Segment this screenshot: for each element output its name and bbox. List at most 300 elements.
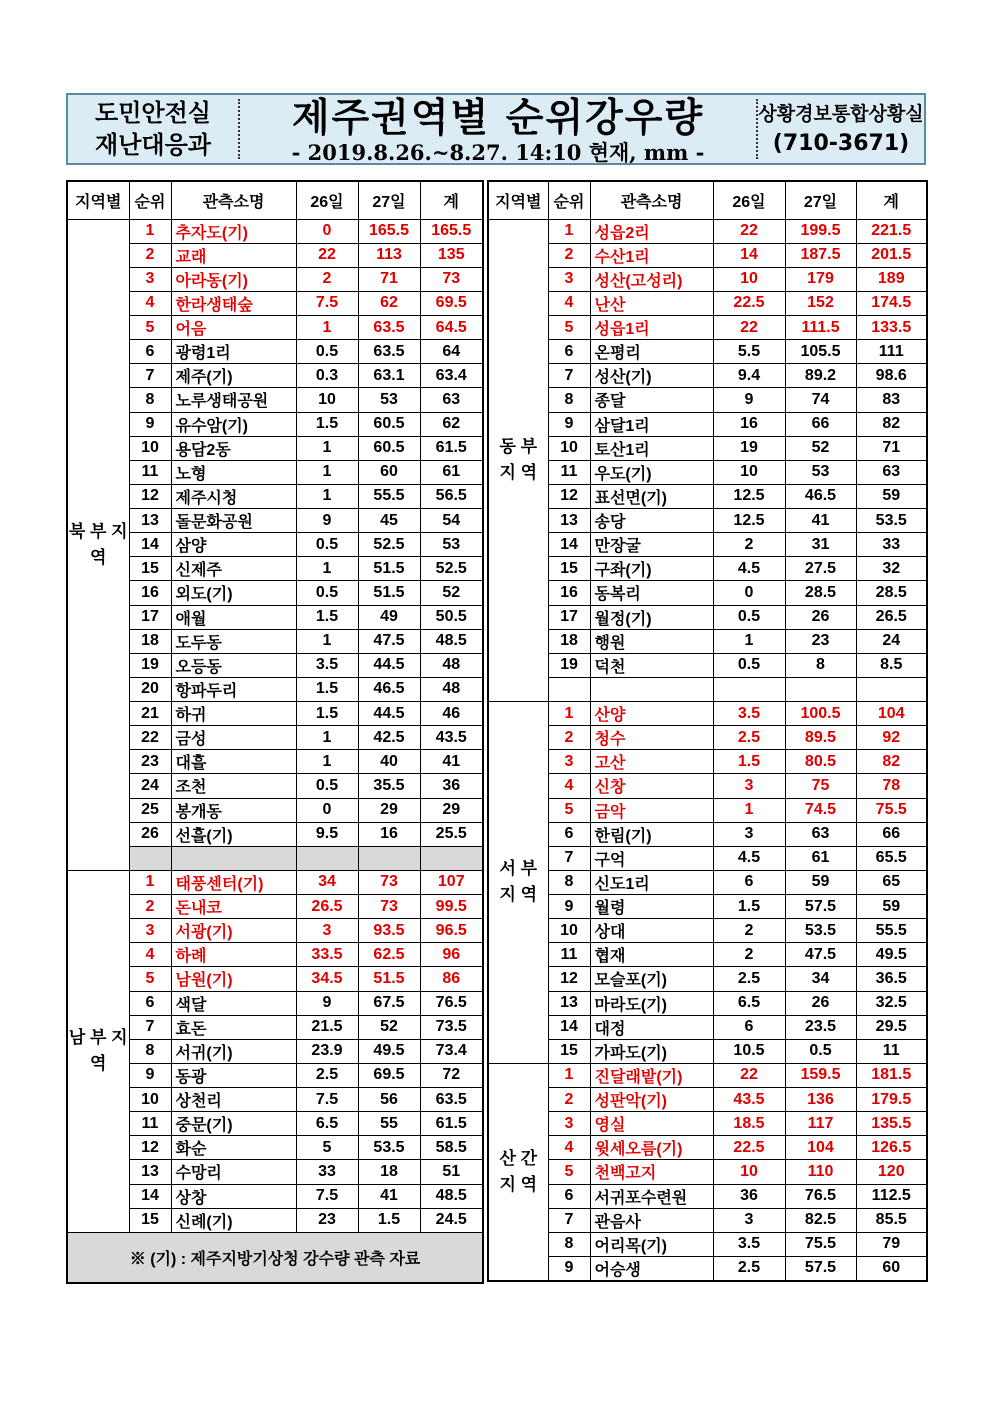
day27-cell: 159.5: [785, 1063, 856, 1087]
total-cell: 73.4: [420, 1039, 483, 1063]
station-name-cell: 태풍센터(기): [171, 870, 296, 894]
rank-cell: 6: [548, 822, 590, 846]
day26-cell: 7.5: [296, 1088, 358, 1112]
table-row: [67, 677, 483, 701]
table-row: [488, 484, 927, 508]
station-name-cell: 천백고지: [590, 1160, 713, 1184]
rank-cell: 5: [129, 316, 171, 340]
rank-cell: 22: [129, 726, 171, 750]
rank-cell: 19: [548, 653, 590, 677]
station-name-cell: 어음: [171, 316, 296, 340]
day26-cell: 3.5: [296, 653, 358, 677]
total-cell: 43.5: [420, 726, 483, 750]
total-cell: 133.5: [856, 316, 927, 340]
day26-cell: 4.5: [713, 557, 785, 581]
day27-cell: 27.5: [785, 557, 856, 581]
rank-cell: 13: [548, 991, 590, 1015]
table-row: [488, 1063, 927, 1087]
total-cell: 29: [420, 798, 483, 822]
total-cell: 107: [420, 870, 483, 894]
table-row: [67, 267, 483, 291]
station-name-cell: 선흘(기): [171, 822, 296, 846]
rank-cell: 8: [548, 388, 590, 412]
day27-cell: 80.5: [785, 750, 856, 774]
day26-cell: 34.5: [296, 967, 358, 991]
table-row: [67, 484, 483, 508]
rank-cell: 3: [548, 267, 590, 291]
rank-cell: 2: [129, 895, 171, 919]
header-total: 계: [856, 181, 927, 219]
day26-cell: 22: [713, 1063, 785, 1087]
day27-cell: 57.5: [785, 895, 856, 919]
day26-cell: 9.5: [296, 822, 358, 846]
table-row: [488, 267, 927, 291]
rank-cell: 10: [548, 919, 590, 943]
day27-cell: 35.5: [358, 774, 420, 798]
rank-cell: 21: [129, 702, 171, 726]
department-name: 도민안전실: [95, 99, 211, 127]
rank-cell: 11: [548, 943, 590, 967]
day26-cell: 1: [713, 798, 785, 822]
day27-cell: 75: [785, 774, 856, 798]
empty-cell: [785, 677, 856, 701]
table-row: [488, 726, 927, 750]
day27-cell: 93.5: [358, 919, 420, 943]
rank-cell: 2: [548, 243, 590, 267]
day27-cell: 104: [785, 1136, 856, 1160]
day27-cell: 111.5: [785, 316, 856, 340]
day26-cell: 2.5: [713, 726, 785, 750]
table-row: [488, 919, 927, 943]
footnote: ※ (기) : 제주지방기상청 강수량 관측 자료: [67, 1232, 483, 1283]
station-name-cell: 진달래밭(기): [590, 1063, 713, 1087]
rank-cell: 5: [548, 1160, 590, 1184]
rank-cell: 7: [129, 364, 171, 388]
table-row: [67, 605, 483, 629]
table-row: [67, 1184, 483, 1208]
station-name-cell: 수망리: [171, 1160, 296, 1184]
rank-cell: 19: [129, 653, 171, 677]
day27-cell: 89.2: [785, 364, 856, 388]
station-name-cell: 동광: [171, 1063, 296, 1087]
rank-cell: 12: [129, 1136, 171, 1160]
day27-cell: 18: [358, 1160, 420, 1184]
day27-cell: 45: [358, 509, 420, 533]
day27-cell: 40: [358, 750, 420, 774]
day27-cell: 82.5: [785, 1208, 856, 1232]
day26-cell: 3: [713, 1208, 785, 1232]
empty-cell: [713, 677, 785, 701]
total-cell: 63: [856, 460, 927, 484]
day27-cell: 49.5: [358, 1039, 420, 1063]
total-cell: 75.5: [856, 798, 927, 822]
day27-cell: 1.5: [358, 1208, 420, 1232]
table-row: [67, 1039, 483, 1063]
station-name-cell: 윗세오름(기): [590, 1136, 713, 1160]
total-cell: 53: [420, 533, 483, 557]
day27-cell: 47.5: [785, 943, 856, 967]
rank-cell: 15: [548, 557, 590, 581]
table-row: [67, 1208, 483, 1232]
table-row: [67, 340, 483, 364]
day26-cell: 22: [713, 316, 785, 340]
day27-cell: 51.5: [358, 557, 420, 581]
station-name-cell: 협재: [590, 943, 713, 967]
day27-cell: 110: [785, 1160, 856, 1184]
total-cell: 62: [420, 412, 483, 436]
table-row: [488, 1184, 927, 1208]
day27-cell: 29: [358, 798, 420, 822]
table-row: [488, 1136, 927, 1160]
table-row: [67, 991, 483, 1015]
day26-cell: 1: [296, 316, 358, 340]
rank-cell: 8: [129, 388, 171, 412]
empty-cell: [548, 677, 590, 701]
station-name-cell: 만장굴: [590, 533, 713, 557]
station-name-cell: 중문(기): [171, 1112, 296, 1136]
day26-cell: 10.5: [713, 1039, 785, 1063]
division-name: 재난대응과: [95, 131, 211, 159]
total-cell: 82: [856, 750, 927, 774]
title-block: [240, 95, 756, 163]
day27-cell: 74: [785, 388, 856, 412]
day26-cell: 33: [296, 1160, 358, 1184]
total-cell: 63.4: [420, 364, 483, 388]
table-row: [488, 967, 927, 991]
day26-cell: 22.5: [713, 1136, 785, 1160]
day26-cell: 7.5: [296, 291, 358, 315]
empty-cell: [296, 846, 358, 870]
station-name-cell: 조천: [171, 774, 296, 798]
day27-cell: 113: [358, 243, 420, 267]
table-row: [67, 581, 483, 605]
total-cell: 59: [856, 484, 927, 508]
rank-cell: 6: [548, 340, 590, 364]
day26-cell: 3: [713, 774, 785, 798]
day26-cell: 0.5: [713, 653, 785, 677]
rank-cell: 3: [548, 750, 590, 774]
day27-cell: 53.5: [358, 1136, 420, 1160]
day27-cell: 199.5: [785, 219, 856, 243]
total-cell: 83: [856, 388, 927, 412]
rank-cell: 15: [129, 557, 171, 581]
day26-cell: 1.5: [296, 412, 358, 436]
total-cell: 99.5: [420, 895, 483, 919]
day26-cell: 21.5: [296, 1015, 358, 1039]
total-cell: 66: [856, 822, 927, 846]
total-cell: 11: [856, 1039, 927, 1063]
day26-cell: 10: [296, 388, 358, 412]
total-cell: 50.5: [420, 605, 483, 629]
total-cell: 25.5: [420, 822, 483, 846]
day26-cell: 0.5: [296, 340, 358, 364]
table-row: [488, 291, 927, 315]
day27-cell: 63.1: [358, 364, 420, 388]
day26-cell: 3: [296, 919, 358, 943]
total-cell: 76.5: [420, 991, 483, 1015]
table-row: [488, 822, 927, 846]
day26-cell: 34: [296, 870, 358, 894]
total-cell: 8.5: [856, 653, 927, 677]
table-row: [488, 702, 927, 726]
station-name-cell: 외도(기): [171, 581, 296, 605]
table-row: [67, 364, 483, 388]
day27-cell: 76.5: [785, 1184, 856, 1208]
station-name-cell: 월령: [590, 895, 713, 919]
total-cell: 104: [856, 702, 927, 726]
rank-cell: 13: [129, 509, 171, 533]
station-name-cell: 오등동: [171, 653, 296, 677]
header-day27: 27일: [358, 181, 420, 219]
table-row: [488, 1232, 927, 1256]
rank-cell: 24: [129, 774, 171, 798]
day27-cell: 23: [785, 629, 856, 653]
rank-cell: 1: [548, 702, 590, 726]
station-name-cell: 행원: [590, 629, 713, 653]
total-cell: 181.5: [856, 1063, 927, 1087]
rank-cell: 5: [548, 798, 590, 822]
table-row: [67, 822, 483, 846]
station-name-cell: 애월: [171, 605, 296, 629]
report-subtitle: - 2019.8.26.~8.27. 14:10 현재, mm -: [291, 140, 705, 165]
day26-cell: 6.5: [296, 1112, 358, 1136]
station-name-cell: 색달: [171, 991, 296, 1015]
total-cell: 96.5: [420, 919, 483, 943]
station-name-cell: 금성: [171, 726, 296, 750]
rank-cell: 12: [548, 967, 590, 991]
station-name-cell: 동복리: [590, 581, 713, 605]
day26-cell: 26.5: [296, 895, 358, 919]
table-row: [67, 533, 483, 557]
total-cell: 48: [420, 677, 483, 701]
station-name-cell: 돌문화공원: [171, 509, 296, 533]
day27-cell: 57.5: [785, 1256, 856, 1281]
station-name-cell: 종달: [590, 388, 713, 412]
day26-cell: 1.5: [296, 677, 358, 701]
station-name-cell: 성읍2리: [590, 219, 713, 243]
station-name-cell: 노루생태공원: [171, 388, 296, 412]
table-row: [67, 1015, 483, 1039]
table-row: [488, 412, 927, 436]
station-name-cell: 신도1리: [590, 870, 713, 894]
rank-cell: 10: [129, 1088, 171, 1112]
day26-cell: 6: [713, 870, 785, 894]
total-cell: 32.5: [856, 991, 927, 1015]
day27-cell: 69.5: [358, 1063, 420, 1087]
table-row: [488, 629, 927, 653]
table-row: [67, 509, 483, 533]
station-name-cell: 산양: [590, 702, 713, 726]
total-cell: 85.5: [856, 1208, 927, 1232]
total-cell: 165.5: [420, 219, 483, 243]
table-row: [488, 774, 927, 798]
day27-cell: 105.5: [785, 340, 856, 364]
table-row: [488, 798, 927, 822]
day27-cell: 60.5: [358, 412, 420, 436]
day27-cell: 71: [358, 267, 420, 291]
station-name-cell: 삼달1리: [590, 412, 713, 436]
empty-cell: [358, 846, 420, 870]
table-row: [67, 943, 483, 967]
table-row: [67, 1063, 483, 1087]
day27-cell: 46.5: [358, 677, 420, 701]
day27-cell: 52: [785, 436, 856, 460]
table-row: [488, 1088, 927, 1112]
rank-cell: 16: [548, 581, 590, 605]
day27-cell: 53.5: [785, 919, 856, 943]
total-cell: 48: [420, 653, 483, 677]
total-cell: 33: [856, 533, 927, 557]
total-cell: 48.5: [420, 629, 483, 653]
day26-cell: 12.5: [713, 509, 785, 533]
day26-cell: 6.5: [713, 991, 785, 1015]
day26-cell: 0.5: [296, 533, 358, 557]
header-station: 관측소명: [590, 181, 713, 219]
station-name-cell: 온평리: [590, 340, 713, 364]
station-name-cell: 하귀: [171, 702, 296, 726]
station-name-cell: 상대: [590, 919, 713, 943]
day26-cell: 0: [713, 581, 785, 605]
day27-cell: 187.5: [785, 243, 856, 267]
station-name-cell: 표선면(기): [590, 484, 713, 508]
day26-cell: 1: [296, 484, 358, 508]
rank-cell: 3: [129, 267, 171, 291]
station-name-cell: 한라생태숲: [171, 291, 296, 315]
rank-cell: 9: [548, 412, 590, 436]
total-cell: 24.5: [420, 1208, 483, 1232]
empty-cell: [590, 677, 713, 701]
day27-cell: 74.5: [785, 798, 856, 822]
day27-cell: 34: [785, 967, 856, 991]
table-row: [67, 919, 483, 943]
station-name-cell: 마라도(기): [590, 991, 713, 1015]
day27-cell: 52: [358, 1015, 420, 1039]
day27-cell: 75.5: [785, 1232, 856, 1256]
rank-cell: 4: [129, 291, 171, 315]
region-label-west: 서 부 지 역: [488, 702, 548, 1064]
day26-cell: 22: [713, 219, 785, 243]
total-cell: 41: [420, 750, 483, 774]
rank-cell: 4: [548, 291, 590, 315]
rank-cell: 4: [548, 774, 590, 798]
header-rank: 순위: [129, 181, 171, 219]
station-name-cell: 제주시청: [171, 484, 296, 508]
day27-cell: 56: [358, 1088, 420, 1112]
station-name-cell: 대정: [590, 1015, 713, 1039]
day26-cell: 6: [713, 1015, 785, 1039]
day27-cell: 49: [358, 605, 420, 629]
rank-cell: 6: [129, 991, 171, 1015]
station-name-cell: 성산(고성리): [590, 267, 713, 291]
day26-cell: 23.9: [296, 1039, 358, 1063]
rank-cell: 10: [548, 436, 590, 460]
day26-cell: 0.5: [296, 774, 358, 798]
rank-cell: 16: [129, 581, 171, 605]
table-row: [488, 533, 927, 557]
rank-cell: 1: [548, 1063, 590, 1087]
station-name-cell: 한림(기): [590, 822, 713, 846]
table-row: [67, 629, 483, 653]
table-row: [488, 1015, 927, 1039]
total-cell: 65.5: [856, 846, 927, 870]
table-row: [488, 316, 927, 340]
station-name-cell: 가파도(기): [590, 1039, 713, 1063]
day27-cell: 28.5: [785, 581, 856, 605]
table-row: [488, 653, 927, 677]
day27-cell: 44.5: [358, 702, 420, 726]
station-name-cell: 용담2동: [171, 436, 296, 460]
rank-cell: 14: [548, 533, 590, 557]
station-name-cell: 신창: [590, 774, 713, 798]
rank-cell: 11: [129, 460, 171, 484]
office-block: [758, 95, 924, 163]
total-cell: 61.5: [420, 436, 483, 460]
total-cell: 49.5: [856, 943, 927, 967]
total-cell: 135.5: [856, 1112, 927, 1136]
station-name-cell: 대흘: [171, 750, 296, 774]
station-name-cell: 성판악(기): [590, 1088, 713, 1112]
rank-cell: 23: [129, 750, 171, 774]
rank-cell: 7: [548, 364, 590, 388]
total-cell: 135: [420, 243, 483, 267]
station-name-cell: 구좌(기): [590, 557, 713, 581]
day26-cell: 10: [713, 1160, 785, 1184]
total-cell: 53.5: [856, 509, 927, 533]
day26-cell: 2: [713, 919, 785, 943]
note-row: [67, 1232, 483, 1283]
station-name-cell: 관음사: [590, 1208, 713, 1232]
station-name-cell: 돈내코: [171, 895, 296, 919]
total-cell: 69.5: [420, 291, 483, 315]
day27-cell: 73: [358, 870, 420, 894]
station-name-cell: 하례: [171, 943, 296, 967]
total-cell: 54: [420, 509, 483, 533]
total-cell: 32: [856, 557, 927, 581]
table-row: [67, 895, 483, 919]
rank-cell: 11: [548, 460, 590, 484]
rank-cell: 8: [129, 1039, 171, 1063]
table-row: [488, 581, 927, 605]
rainfall-table-right: [487, 180, 928, 1282]
day27-cell: 41: [358, 1184, 420, 1208]
table-row: [67, 870, 483, 894]
day27-cell: 41: [785, 509, 856, 533]
header-total: 계: [420, 181, 483, 219]
day27-cell: 0.5: [785, 1039, 856, 1063]
department-block: [68, 95, 238, 163]
table-row: [67, 1112, 483, 1136]
rank-cell: 6: [548, 1184, 590, 1208]
station-name-cell: 신례(기): [171, 1208, 296, 1232]
total-cell: 72: [420, 1063, 483, 1087]
station-name-cell: 서광(기): [171, 919, 296, 943]
station-name-cell: 남원(기): [171, 967, 296, 991]
day26-cell: 36: [713, 1184, 785, 1208]
station-name-cell: 토산1리: [590, 436, 713, 460]
rank-cell: 7: [548, 1208, 590, 1232]
day26-cell: 18.5: [713, 1112, 785, 1136]
station-name-cell: 송당: [590, 509, 713, 533]
day27-cell: 73: [358, 895, 420, 919]
total-cell: 56.5: [420, 484, 483, 508]
day27-cell: 60.5: [358, 436, 420, 460]
total-cell: 64.5: [420, 316, 483, 340]
header-region: 지역별: [67, 181, 129, 219]
table-row: [67, 653, 483, 677]
station-name-cell: 도두동: [171, 629, 296, 653]
rank-cell: 1: [548, 219, 590, 243]
day26-cell: 9: [296, 991, 358, 1015]
